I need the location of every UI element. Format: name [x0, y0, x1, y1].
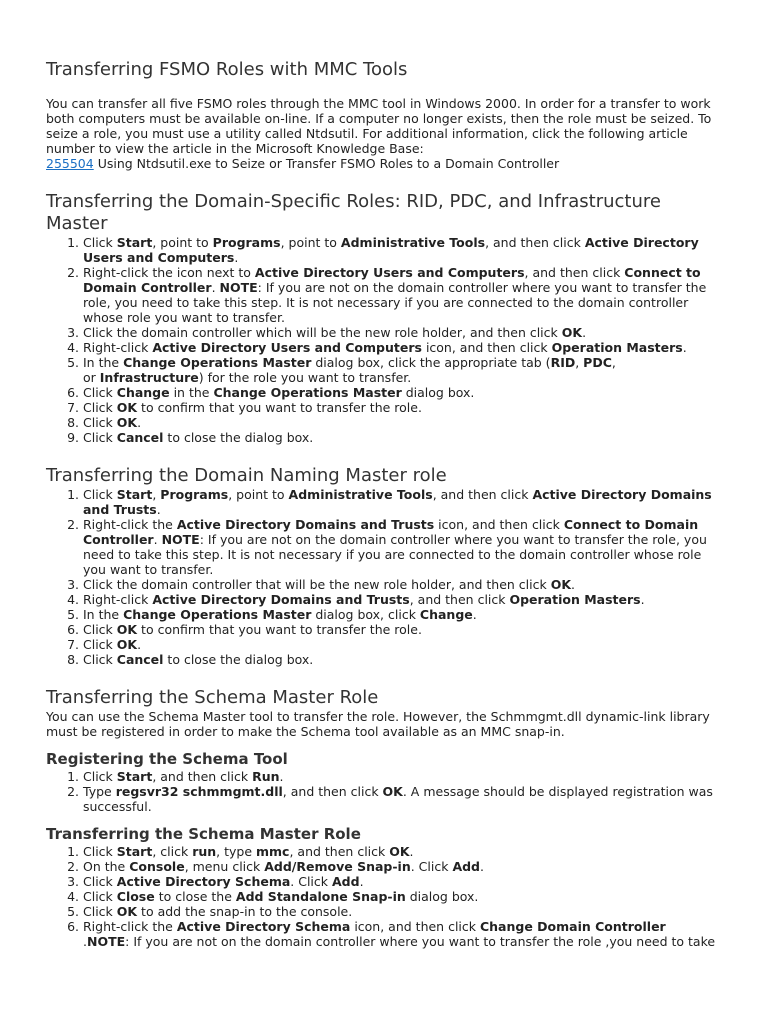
- bold-term: OK: [116, 415, 138, 430]
- list-item: 4. Right-click Active Directory Users and Computers icon, and then click Operation Masters.: [83, 340, 728, 355]
- bold-term: Programs: [212, 235, 281, 250]
- bold-term: Cancel: [116, 430, 164, 445]
- steps-list: [46, 487, 728, 667]
- bold-term: RID: [550, 355, 576, 370]
- bold-term: Operation Masters: [509, 592, 641, 607]
- bold-term: run: [192, 844, 217, 859]
- bold-term: Change Domain Controller: [479, 919, 666, 934]
- bold-term: Close: [116, 889, 155, 904]
- list-item: 3. Click the domain controller that will be the new role holder, and then click OK.: [83, 577, 728, 592]
- steps-list: [46, 844, 728, 949]
- bold-term: Change: [419, 607, 473, 622]
- list-item: 1. Click Start, point to Programs, point to Administrative Tools, and then click Active Directory Users and Computers.: [83, 235, 728, 265]
- kb-reference: [46, 156, 728, 171]
- bold-term: OK: [116, 400, 138, 415]
- list-item: 9. Click Cancel to close the dialog box.: [83, 430, 728, 445]
- bold-term: Administrative Tools: [340, 235, 486, 250]
- list-item: 5. In the Change Operations Master dialog box, click Change.: [83, 607, 728, 622]
- section-transferring-schema-master: [46, 824, 728, 949]
- bold-term: Active Directory Schema: [116, 874, 291, 889]
- bold-term: Active Directory Domains and Trusts: [176, 517, 435, 532]
- bold-term: OK: [116, 622, 138, 637]
- bold-term: Add/Remove Snap-in: [264, 859, 411, 874]
- section-heading: Transferring the Domain-Specific Roles: RID, PDC, and Infrastructure Master: [46, 191, 661, 234]
- bold-term: Change Operations Master: [123, 355, 312, 370]
- bold-term: OK: [550, 577, 572, 592]
- list-item: 3. Click the domain controller which will be the new role holder, and then click OK.: [83, 325, 728, 340]
- bold-term: Operation Masters: [551, 340, 683, 355]
- list-item: 4. Click Close to close the Add Standalone Snap-in dialog box.: [83, 889, 728, 904]
- subsection-heading: Registering the Schema Tool: [46, 750, 288, 768]
- list-item: 5. Click OK to add the snap-in to the console.: [83, 904, 728, 919]
- subsection-heading: Transferring the Schema Master Role: [46, 825, 361, 843]
- bold-term: Active Directory Users and Computers: [254, 265, 525, 280]
- bold-term: Active Directory Schema: [176, 919, 351, 934]
- list-item: 1. Click Start, Programs, point to Administrative Tools, and then click Active Directory Domains and Trusts.: [83, 487, 728, 517]
- bold-term: PDC: [583, 355, 612, 370]
- steps-list: [46, 235, 728, 445]
- section-registering-schema-tool: [46, 749, 728, 814]
- bold-term: Connect to Domain Controller: [83, 517, 699, 547]
- bold-term: NOTE: [86, 934, 126, 949]
- list-item: 6. Click OK to confirm that you want to transfer the role.: [83, 622, 728, 637]
- list-item: 7. Click OK to confirm that you want to transfer the role.: [83, 400, 728, 415]
- list-item: 2. On the Console, menu click Add/Remove Snap-in. Click Add.: [83, 859, 728, 874]
- bold-term: Add Standalone Snap-in: [235, 889, 406, 904]
- bold-term: OK: [382, 784, 403, 799]
- bold-term: Add: [332, 874, 360, 889]
- bold-term: regsvr32 schmmgmt.dll: [115, 784, 283, 799]
- bold-term: Change Operations Master: [123, 607, 312, 622]
- bold-term: Add: [452, 859, 481, 874]
- bold-term: Cancel: [116, 652, 164, 667]
- list-item: 5. In the Change Operations Master dialog box, click the appropriate tab (RID, PDC, or Infrastructure) for the role you want to transfer.: [83, 355, 728, 385]
- bold-term: OK: [116, 637, 138, 652]
- section-domain-specific-roles: [46, 191, 728, 445]
- section-schema-master: [46, 687, 728, 739]
- bold-term: Change: [116, 385, 170, 400]
- list-item: 6. Click Change in the Change Operations Master dialog box.: [83, 385, 728, 400]
- page-title: Transferring FSMO Roles with MMC Tools: [46, 59, 408, 80]
- list-item: 7. Click OK.: [83, 637, 728, 652]
- list-item: 2. Right-click the icon next to Active Directory Users and Computers, and then click Connect to Domain Controller. NOTE: If you are not on the domain controller where you want to transfer the role, you need to take this step. It is not necessary if you are connected to the domain controller whose role you want to transfer.: [83, 265, 728, 325]
- bold-term: OK: [561, 325, 583, 340]
- bold-term: Active Directory Domains and Trusts: [152, 592, 410, 607]
- bold-term: Start: [116, 235, 153, 250]
- kb-article-title: Using Ntdsutil.exe to Seize or Transfer FSMO Roles to a Domain Controller: [93, 156, 560, 171]
- intro-paragraph: You can transfer all five FSMO roles through the MMC tool in Windows 2000. In order for a transfer to work both computers must be available on-line. If a computer no longer exists, then the role must be seized. To seize a role, you must use a utility called Ntdsutil. For additional information, click the following article number to view the article in the Microsoft Knowledge Base:: [46, 96, 712, 156]
- section-intro: You can use the Schema Master tool to transfer the role. However, the Schmmgmt.dll dynamic-link library must be registered in order to make the Schema tool available as an MMC snap-in.: [46, 709, 710, 739]
- section-heading: Transferring the Schema Master Role: [46, 687, 379, 708]
- bold-term: Infrastructure: [99, 370, 199, 385]
- steps-list: [46, 769, 728, 814]
- section-heading: Transferring the Domain Naming Master role: [46, 465, 447, 486]
- list-item: 1. Click Start, and then click Run.: [83, 769, 728, 784]
- bold-term: Active Directory Domains and Trusts: [83, 487, 712, 517]
- bold-term: Console: [129, 859, 185, 874]
- list-item: 2. Right-click the Active Directory Domains and Trusts icon, and then click Connect to Domain Controller. NOTE: If you are not on the domain controller where you want to transfer the role, you need to take this step. It is not necessary if you are connected to the domain controller whose role you want to transfer.: [83, 517, 728, 577]
- list-item: 4. Right-click Active Directory Domains and Trusts, and then click Operation Masters.: [83, 592, 728, 607]
- bold-term: Run: [252, 769, 280, 784]
- list-item: 3. Click Active Directory Schema. Click Add.: [83, 874, 728, 889]
- bold-term: Start: [116, 844, 153, 859]
- bold-term: OK: [389, 844, 410, 859]
- bold-term: Active Directory Users and Computers: [152, 340, 422, 355]
- bold-term: Start: [116, 769, 153, 784]
- list-item: 8. Click OK.: [83, 415, 728, 430]
- kb-article-link[interactable]: 255504: [46, 156, 94, 171]
- bold-term: Connect to Domain Controller: [83, 265, 701, 295]
- bold-term: NOTE: [219, 280, 258, 295]
- bold-term: Start: [116, 487, 153, 502]
- list-item: 1. Click Start, click run, type mmc, and then click OK.: [83, 844, 728, 859]
- section-domain-naming-master: [46, 465, 728, 667]
- bold-term: mmc: [256, 844, 290, 859]
- bold-term: Programs: [160, 487, 229, 502]
- bold-term: OK: [116, 904, 138, 919]
- bold-term: Change Operations Master: [213, 385, 402, 400]
- list-item: 8. Click Cancel to close the dialog box.: [83, 652, 728, 667]
- bold-term: NOTE: [161, 532, 200, 547]
- list-item: 6. Right-click the Active Directory Schema icon, and then click Change Domain Controller .NOTE: If you are not on the domain controller where you want to transfer the role ,you need to take: [83, 919, 728, 949]
- bold-term: Active Directory Users and Computers: [83, 235, 699, 265]
- list-item: 2. Type regsvr32 schmmgmt.dll, and then click OK. A message should be displayed registration was successful.: [83, 784, 728, 814]
- bold-term: Administrative Tools: [288, 487, 433, 502]
